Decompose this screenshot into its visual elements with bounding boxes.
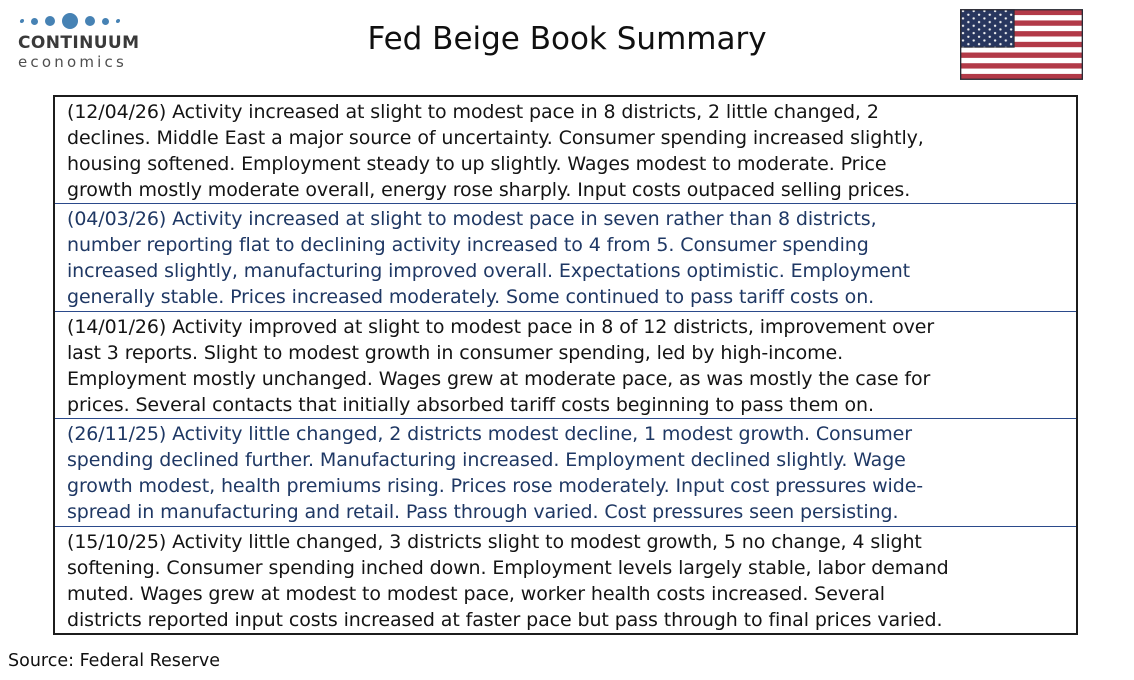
- summary-line: softening. Consumer spending inched down. Employment levels largely stable, labor demand: [67, 556, 949, 579]
- summary-entry: [55, 418, 1076, 525]
- summary-line: spending declined further. Manufacturing increased. Employment declined slightly. Wage: [67, 449, 906, 472]
- summary-line: (04/03/26) Activity increased at slight to modest pace in seven rather than 8 districts,: [67, 208, 877, 231]
- summary-line: declines. Middle East a major source of uncertainty. Consumer spending increased slightly,: [67, 127, 924, 149]
- summary-entry: [55, 203, 1076, 310]
- summary-line: number reporting flat to declining activity increased to 4 from 5. Consumer spending: [67, 234, 869, 257]
- us-flag-image: [960, 9, 1083, 80]
- summary-line: prices. Several contacts that initially absorbed tariff costs beginning to pass them on.: [67, 393, 874, 416]
- summary-line: muted. Wages grew at modest to modest pace, worker health costs increased. Several: [67, 582, 885, 605]
- summary-box: [53, 95, 1078, 635]
- summary-line: spread in manufacturing and retail. Pass through varied. Cost pressures seen persisting.: [67, 501, 899, 524]
- summary-entry: [55, 526, 1076, 633]
- summary-line: (14/01/26) Activity improved at slight to modest pace in 8 of 12 districts, improvement over: [67, 315, 935, 338]
- summary-line: growth modest, health premiums rising. Prices rose moderately. Input cost pressures wide-: [67, 475, 924, 498]
- source-note: Source: Federal Reserve: [8, 651, 220, 671]
- logo-brand-text: CONTINUUM: [18, 33, 140, 53]
- summary-line: (12/04/26) Activity increased at slight to modest pace in 8 districts, 2 little changed, 2: [67, 101, 879, 123]
- summary-line: growth mostly moderate overall, energy rose sharply. Input costs outpaced selling prices.: [67, 179, 911, 201]
- summary-line: housing softened. Employment steady to up slightly. Wages modest to moderate. Price: [67, 153, 887, 175]
- summary-entry: [55, 311, 1076, 418]
- summary-line: (26/11/25) Activity little changed, 2 districts modest decline, 1 modest growth. Consumer: [67, 423, 912, 446]
- us-flag-icon: [960, 9, 1083, 84]
- summary-entry: [55, 97, 1076, 203]
- summary-line: districts reported input costs increased at faster pace but pass through to final prices varied.: [67, 608, 943, 631]
- summary-line: last 3 reports. Slight to modest growth in consumer spending, led by high-income.: [67, 341, 844, 364]
- summary-line: increased slightly, manufacturing improved overall. Expectations optimistic. Employment: [67, 260, 911, 283]
- summary-line: (15/10/25) Activity little changed, 3 districts slight to modest growth, 5 no change, 4 slight: [67, 530, 922, 553]
- page-title: Fed Beige Book Summary: [367, 21, 767, 57]
- summary-line: Employment mostly unchanged. Wages grew at moderate pace, as was mostly the case for: [67, 367, 931, 390]
- summary-line: generally stable. Prices increased moderately. Some continued to pass tariff costs on.: [67, 286, 875, 309]
- logo-subbrand-text: economics: [18, 53, 127, 71]
